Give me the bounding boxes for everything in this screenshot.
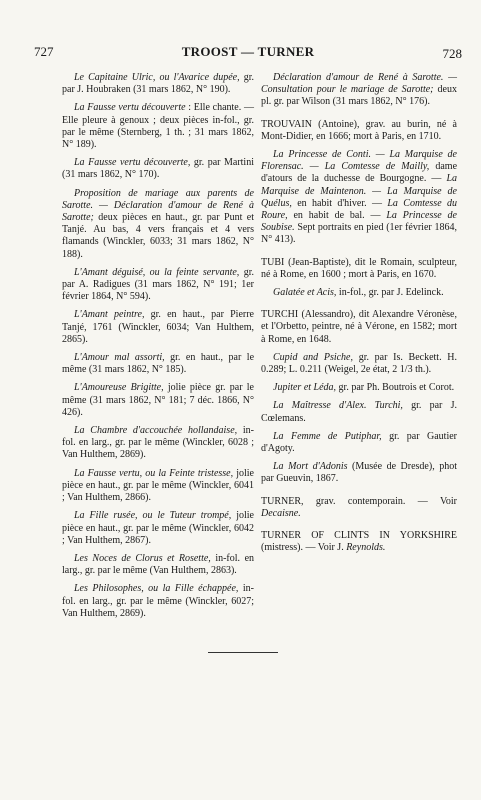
catalog-entry: La Mort d'Adonis (Musée de Dresde), phot par Gueuvin, 1867. <box>261 461 457 485</box>
artist-heading-turner: TURNER, grav. contemporain. — Voir Decaisne. <box>261 495 457 519</box>
catalog-entry: Le Capitaine Ulric, ou l'Avarice dupée, gr. par J. Houbraken (31 mars 1862, N° 190). <box>62 72 254 96</box>
artist-heading-tubi: TUBI (Jean-Baptiste), dit le Romain, sculpteur, né à Rome, en 1600 ; mort à Paris, en 1670. <box>261 256 457 280</box>
right-column <box>261 72 457 561</box>
catalog-entry: La Fille rusée, ou le Tuteur trompé, jolie pièce en haut., gr. par le même (Winckler, 6042 ; Van Hulthem, 2867). <box>62 510 254 546</box>
catalog-entry: La Maîtresse d'Alex. Turchi, gr. par J. Cœlemans. <box>261 400 457 424</box>
catalog-entry: Cupid and Psiche, gr. par Is. Beckett. H. 0.289; L. 0.211 (Weigel, 2e état, 2 1/3 th.). <box>261 351 457 376</box>
catalog-entry: La Princesse de Conti. — La Marquise de Florensac. — La Comtesse de Mailly, dame d'atours de la duchesse de Bourgogne. — La Marquise de Maintenon. — La Marquise de Quélus, en habit d'hiver. — La Comtesse du Roure, en habit de bal. — La Princesse de Soubise. Sept portraits en pied (1er février 1864, N° 413). <box>261 149 458 246</box>
catalog-entry: Les Noces de Clorus et Rosette, in-fol. en larg., gr. par le même (Van Hulthem, 2863). <box>62 552 255 577</box>
catalog-entry: L'Amant déguisé, ou la feinte servante, gr. par A. Radigues (31 mars 1862, N° 191; 1er février 1864, N° 594). <box>62 266 254 303</box>
catalog-entry: Jupiter et Léda, gr. par Ph. Boutrois et Corot. <box>273 382 455 394</box>
page-number-right: 728 <box>442 46 462 61</box>
catalog-entry: La Fausse vertu découverte : Elle chante. — Elle pleure à genoux ; deux pièces in-fol., gr. par le même (Sternberg, 1 th. ; 31 mars 1862, N° 189). <box>62 102 254 151</box>
catalog-entry: Les Philosophes, ou la Fille échappée, in-fol. en larg., gr. par le même (Winckler, 6027; Van Hulthem, 2869). <box>62 583 254 619</box>
catalog-entry: La Femme de Putiphar, gr. par Gautier d'Agoty. <box>261 430 457 455</box>
catalog-entry: Galatée et Acis, in-fol., gr. par J. Edelinck. <box>273 287 444 299</box>
left-column <box>62 72 254 626</box>
running-header <box>34 44 462 64</box>
end-rule <box>208 652 278 653</box>
running-title: TROOST — TURNER <box>181 44 315 59</box>
catalog-entry: La Fausse vertu découverte, gr. par Martini (31 mars 1862, N° 170). <box>62 157 254 181</box>
catalog-entry: L'Amoureuse Brigitte, jolie pièce gr. par le même (31 mars 1862, N° 181; 7 déc. 1866, N° 426). <box>62 382 254 418</box>
catalog-entry: Proposition de mariage aux parents de Sarotte. — Déclaration d'amour de René à Sarotte; deux pièces en haut., gr. par Punt et Tanjé. Au bas, 4 vers français et 4 vers flamands (Winckler, 6033; 31 mars 1862, N° 188). <box>62 187 254 260</box>
catalog-entry: L'Amour mal assorti, gr. en haut., par le même (31 mars 1862, N° 185). <box>62 352 255 376</box>
artist-heading-turchi: TURCHI (Alessandro), dit Alexandre Véronèse, et l'Orbetto, peintre, né à Vérone, en 1582; mort à Rome, en 1648. <box>261 309 457 345</box>
artist-heading-turner-clints: TURNER OF CLINTS IN YORKSHIRE (mistress). — Voir J. Reynolds. <box>261 530 457 554</box>
catalog-entry-continuation: Déclaration d'amour de René à Sarotte. — Consultation pour le mariage de Sarotte; deux pl. gr. par Wilson (31 mars 1862, N° 176). <box>261 72 457 108</box>
catalog-entry: La Fausse vertu, ou la Feinte tristesse, jolie pièce en haut., gr. par le même (Winckler, 6041 ; Van Hulthem, 2866). <box>62 467 254 504</box>
catalog-entry: L'Amant peintre, gr. en haut., par Pierre Tanjé, 1761 (Winckler, 6034; Van Hulthem, 2865). <box>62 309 254 345</box>
catalog-entry: La Chambre d'accouchée hollandaise, in-fol. en larg., gr. par le même (Winckler, 6028 ; Van Hulthem, 2869). <box>62 425 254 461</box>
page-number-left: 727 <box>34 44 54 59</box>
artist-heading-trouvain: TROUVAIN (Antoine), grav. au burin, né à Mont-Didier, en 1666; mort à Paris, en 1710. <box>261 118 457 142</box>
